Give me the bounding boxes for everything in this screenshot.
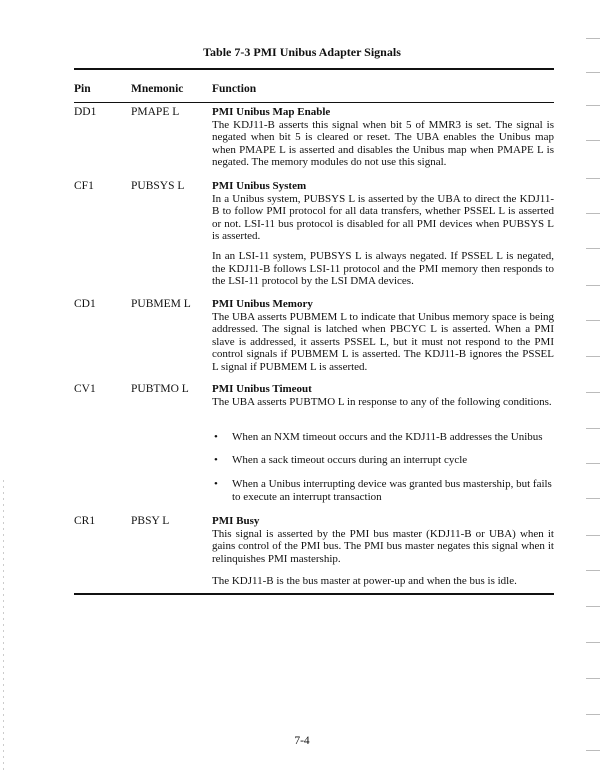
- margin-mark: [586, 535, 600, 536]
- function-cell: [212, 180, 554, 243]
- signal-heading: PMI Unibus Map Enable: [212, 106, 331, 118]
- margin-mark: [586, 606, 600, 607]
- margin-mark: [586, 320, 600, 321]
- signal-heading: PMI Unibus System: [212, 180, 307, 192]
- margin-mark: [586, 642, 600, 643]
- bullet-text: When a sack timeout occurs during an interrupt cycle: [232, 454, 468, 466]
- column-header-pin: Pin: [74, 83, 91, 95]
- mnemonic-cell: PMAPE L: [131, 106, 180, 118]
- mnemonic-cell: PUBSYS L: [131, 180, 185, 192]
- bullet-text: When an NXM timeout occurs and the KDJ11-B addresses the Unibus: [232, 431, 543, 443]
- margin-mark: [586, 285, 600, 286]
- margin-mark: [586, 714, 600, 715]
- mnemonic-cell: PUBTMO L: [131, 383, 189, 395]
- column-header-mnemonic: Mnemonic: [131, 83, 184, 95]
- bullet-icon: •: [214, 478, 218, 490]
- margin-mark: [586, 750, 600, 751]
- margin-mark: [586, 248, 600, 249]
- function-paragraph: The KDJ11-B asserts this signal when bit 5 of MMR3 is set. The signal is negated when bit 5 is cleared or reset. The UBA enables the Unibus map when PMAPE L is asserted and disables the Unibus map when PMAPE L is negated. The memory modules do not use this signal.: [212, 118, 554, 169]
- function-cell-continued: [212, 575, 554, 588]
- margin-mark: [586, 498, 600, 499]
- margin-mark: [586, 356, 600, 357]
- function-paragraph: In an LSI-11 system, PUBSYS L is always negated. If PSSEL L is negated, the KDJ11-B follows LSI-11 protocol and the PMI memory then responds to the LSI-11 protocol by the LSI DMA devices.: [212, 250, 554, 288]
- function-cell: [212, 106, 554, 169]
- margin-mark: [586, 140, 600, 141]
- margin-mark: [586, 678, 600, 679]
- column-header-function: Function: [212, 83, 257, 95]
- margin-mark: [586, 463, 600, 464]
- function-cell: [212, 383, 554, 408]
- function-paragraph: This signal is asserted by the PMI bus master (KDJ11-B or UBA) when it gains control of the PMI bus. The PMI bus master negates this signal when it relinquishes PMI mastership.: [212, 527, 554, 565]
- bullet-text: When a Unibus interrupting device was granted bus mastership, but fails to execute an interrupt transaction: [232, 478, 552, 503]
- signal-heading: PMI Busy: [212, 515, 260, 527]
- pin-cell: CD1: [74, 298, 96, 310]
- function-cell-continued: [212, 250, 554, 288]
- margin-mark: [586, 570, 600, 571]
- margin-mark: [586, 38, 600, 39]
- function-cell: [212, 515, 554, 565]
- mnemonic-cell: PBSY L: [131, 515, 170, 527]
- table-title: Table 7-3 PMI Unibus Adapter Signals: [203, 45, 401, 59]
- function-paragraph: In a Unibus system, PUBSYS L is asserted by the UBA to direct the KDJ11-B to follow PMI protocol for all data transfers, whether PSSEL L is asserted or not. LSI-11 bus protocol is disabled for all PMI devices when PUBSYS L is asserted.: [212, 192, 554, 243]
- margin-mark: [586, 178, 600, 179]
- bottom-rule: [74, 593, 554, 595]
- signal-heading: PMI Unibus Timeout: [212, 383, 312, 395]
- margin-mark: [586, 105, 600, 106]
- page-number: 7-4: [294, 735, 310, 747]
- function-paragraph: The UBA asserts PUBMEM L to indicate that Unibus memory space is being addressed. The signal is latched when PBCYC L is asserted. When a PMI slave is addressed, it asserts PSSEL L, but it must not respond to the PMI control signals if PUBMEM L is asserted. The KDJ11-B ignores the PSSEL L signal if PUBMEM L is asserted.: [212, 310, 554, 373]
- scan-edge: [3, 480, 4, 770]
- mnemonic-cell: PUBMEM L: [131, 298, 191, 310]
- bullet-icon: •: [214, 431, 218, 443]
- pin-cell: DD1: [74, 106, 97, 118]
- top-rule: [74, 68, 554, 70]
- margin-mark: [586, 428, 600, 429]
- pin-cell: CF1: [74, 180, 94, 192]
- signal-heading: PMI Unibus Memory: [212, 298, 313, 310]
- margin-mark: [586, 392, 600, 393]
- header-rule: [74, 102, 554, 103]
- margin-mark: [586, 213, 600, 214]
- margin-mark: [586, 72, 600, 73]
- function-paragraph: The UBA asserts PUBTMO L in response to any of the following conditions.: [212, 395, 552, 408]
- pin-cell: CV1: [74, 383, 96, 395]
- function-paragraph: The KDJ11-B is the bus master at power-up and when the bus is idle.: [212, 575, 517, 587]
- bullet-icon: •: [214, 454, 218, 466]
- pin-cell: CR1: [74, 515, 96, 527]
- function-cell: [212, 298, 554, 374]
